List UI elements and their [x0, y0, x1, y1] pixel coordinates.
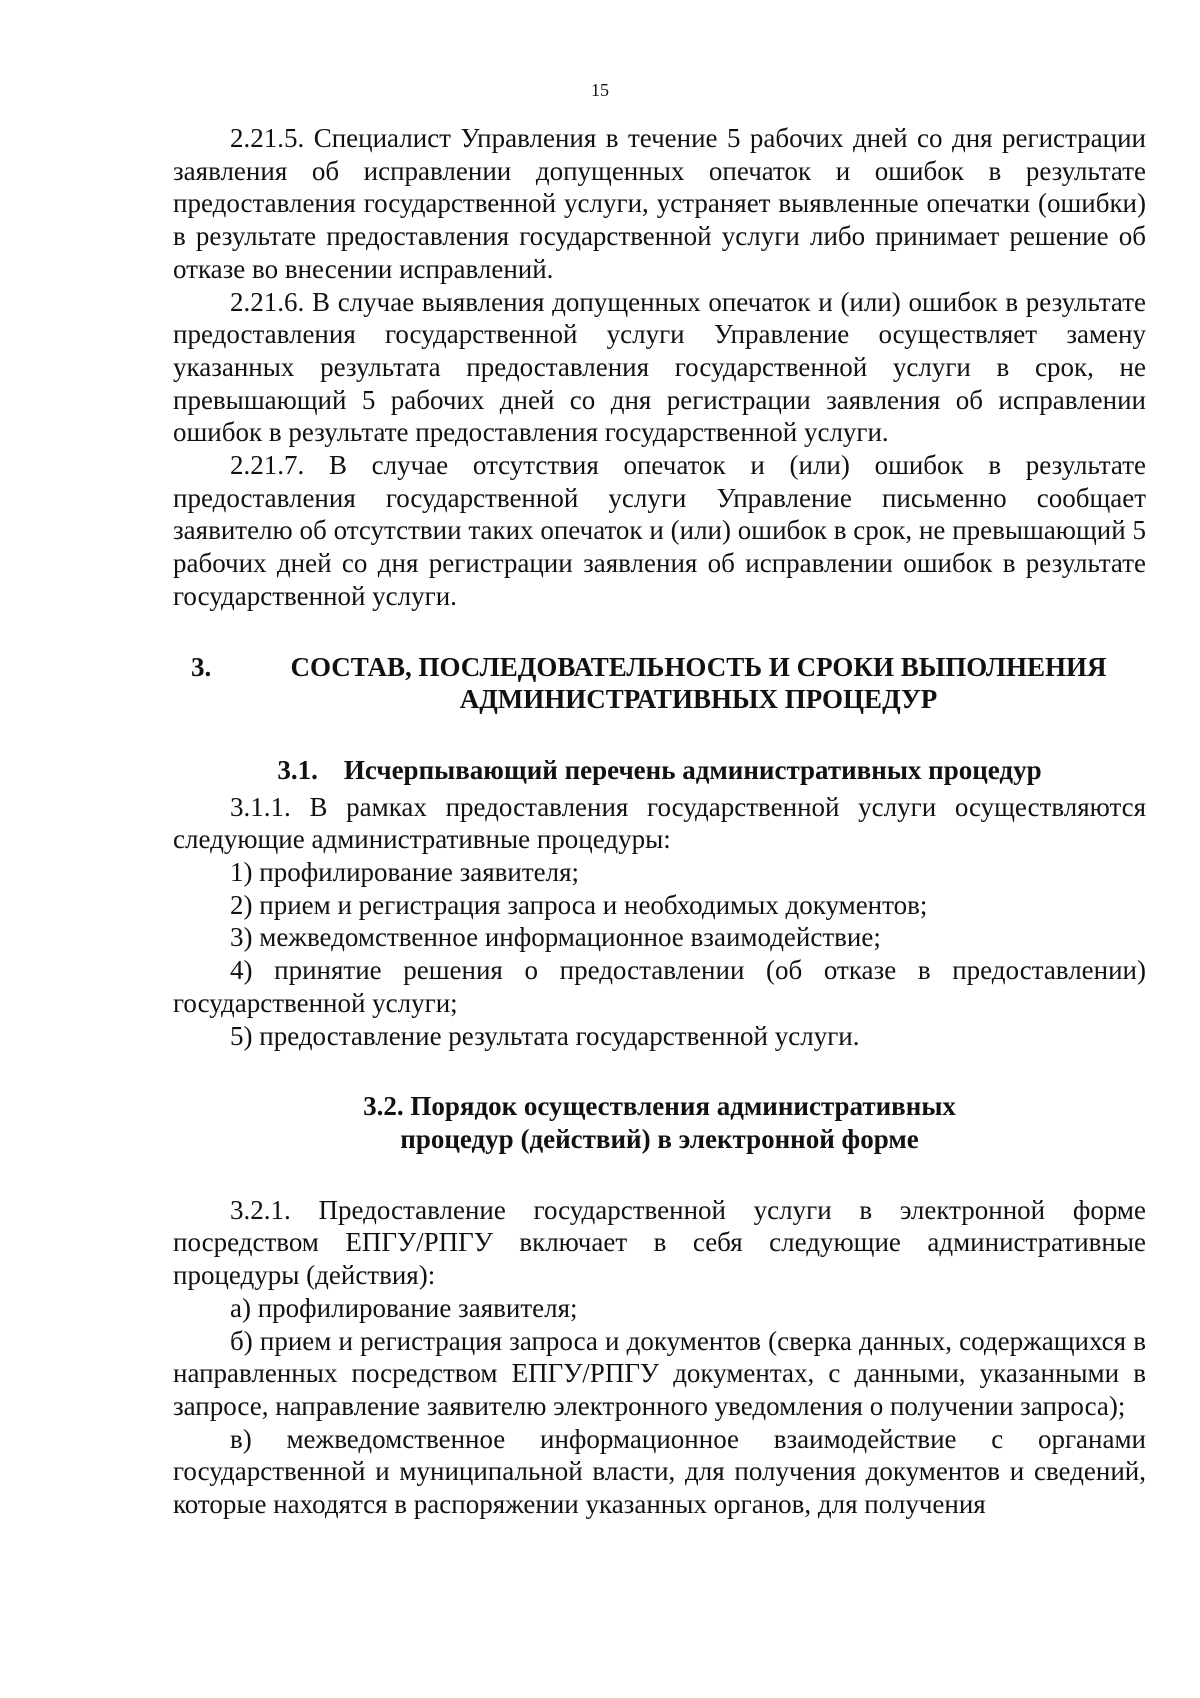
page-content	[173, 122, 1146, 1521]
section-3-title	[261, 651, 1146, 716]
paragraph-2-21-7: 2.21.7. В случае отсутствия опечаток и (или) ошибок в результате предоставления государственной услуги Управление письменно сообщает заявителю об отсутствии таких опечаток и (или) ошибок в срок, не превышающий 5 рабочих дней со дня регистрации заявления об исправлении ошибок в результате государственной услуги.	[173, 450, 1146, 611]
section-3-2-title-line1: 3.2. Порядок осуществления административных	[363, 1091, 956, 1122]
list-item-3-1-3: 3) межведомственное информационное взаимодействие;	[230, 922, 881, 953]
paragraph-2-21-5: 2.21.5. Специалист Управления в течение 5 рабочих дней со дня регистрации заявления об исправлении допущенных опечаток и ошибок в результате предоставления государственной услуги, устраняет выявленные опечатки (ошибки) в результате предоставления государственной услуги либо принимает решение об отказе во внесении исправлений.	[173, 123, 1146, 284]
list-item-3-2-a: а) профилирование заявителя;	[230, 1292, 578, 1323]
section-3-title-line1: СОСТАВ, ПОСЛЕДОВАТЕЛЬНОСТЬ И СРОКИ ВЫПОЛНЕНИЯ	[290, 651, 1107, 682]
paragraph-2-21-6: 2.21.6. В случае выявления допущенных опечаток и (или) ошибок в результате предоставления государственной услуги Управление осуществляет замену указанных результата предоставления государственной услуги в срок, не превышающий 5 рабочих дней со дня регистрации заявления об исправлении ошибок в результате предоставления государственной услуги.	[173, 286, 1146, 448]
paragraph-3-1-1: 3.1.1. В рамках предоставления государственной услуги осуществляются следующие административные процедуры:	[173, 791, 1146, 855]
section-3-2-title-line2: процедур (действий) в электронной форме	[400, 1123, 919, 1154]
list-item-3-2-v: в) межведомственное информационное взаимодействие с органами государственной и муниципальной власти, для получения документов и сведений, которые находятся в распоряжении указанных органов, для получения	[173, 1423, 1146, 1520]
page-number: 15	[591, 80, 609, 100]
list-item-3-1-1: 1) профилирование заявителя;	[230, 857, 580, 888]
list-item-3-1-5: 5) предоставление результата государственной услуги.	[230, 1020, 860, 1051]
list-item-3-1-2: 2) прием и регистрация запроса и необходимых документов;	[230, 889, 928, 920]
section-3-title-line2: АДМИНИСТРАТИВНЫХ ПРОЦЕДУР	[459, 684, 938, 715]
section-3-heading	[173, 651, 1146, 716]
list-item-3-2-b: б) прием и регистрация запроса и документов (сверка данных, содержащихся в направленных посредством ЕПГУ/РПГУ документах, с данными, указанными в запросе, направление заявителю электронного уведомления о получении запроса);	[173, 1325, 1146, 1421]
section-3-2-heading	[173, 1090, 1146, 1155]
section-3-1-number: 3.1.	[277, 754, 318, 785]
section-3-1-title: Исчерпывающий перечень административных процедур	[343, 754, 1042, 785]
section-3-1-heading	[173, 754, 1146, 787]
list-item-3-1-4: 4) принятие решения о предоставлении (об отказе в предоставлении) государственной услуги;	[173, 955, 1146, 1018]
paragraph-3-2-1: 3.2.1. Предоставление государственной услуги в электронной форме посредством ЕПГУ/РПГУ включает в себя следующие административные процедуры (действия):	[173, 1194, 1146, 1291]
section-3-number: 3.	[191, 651, 212, 682]
